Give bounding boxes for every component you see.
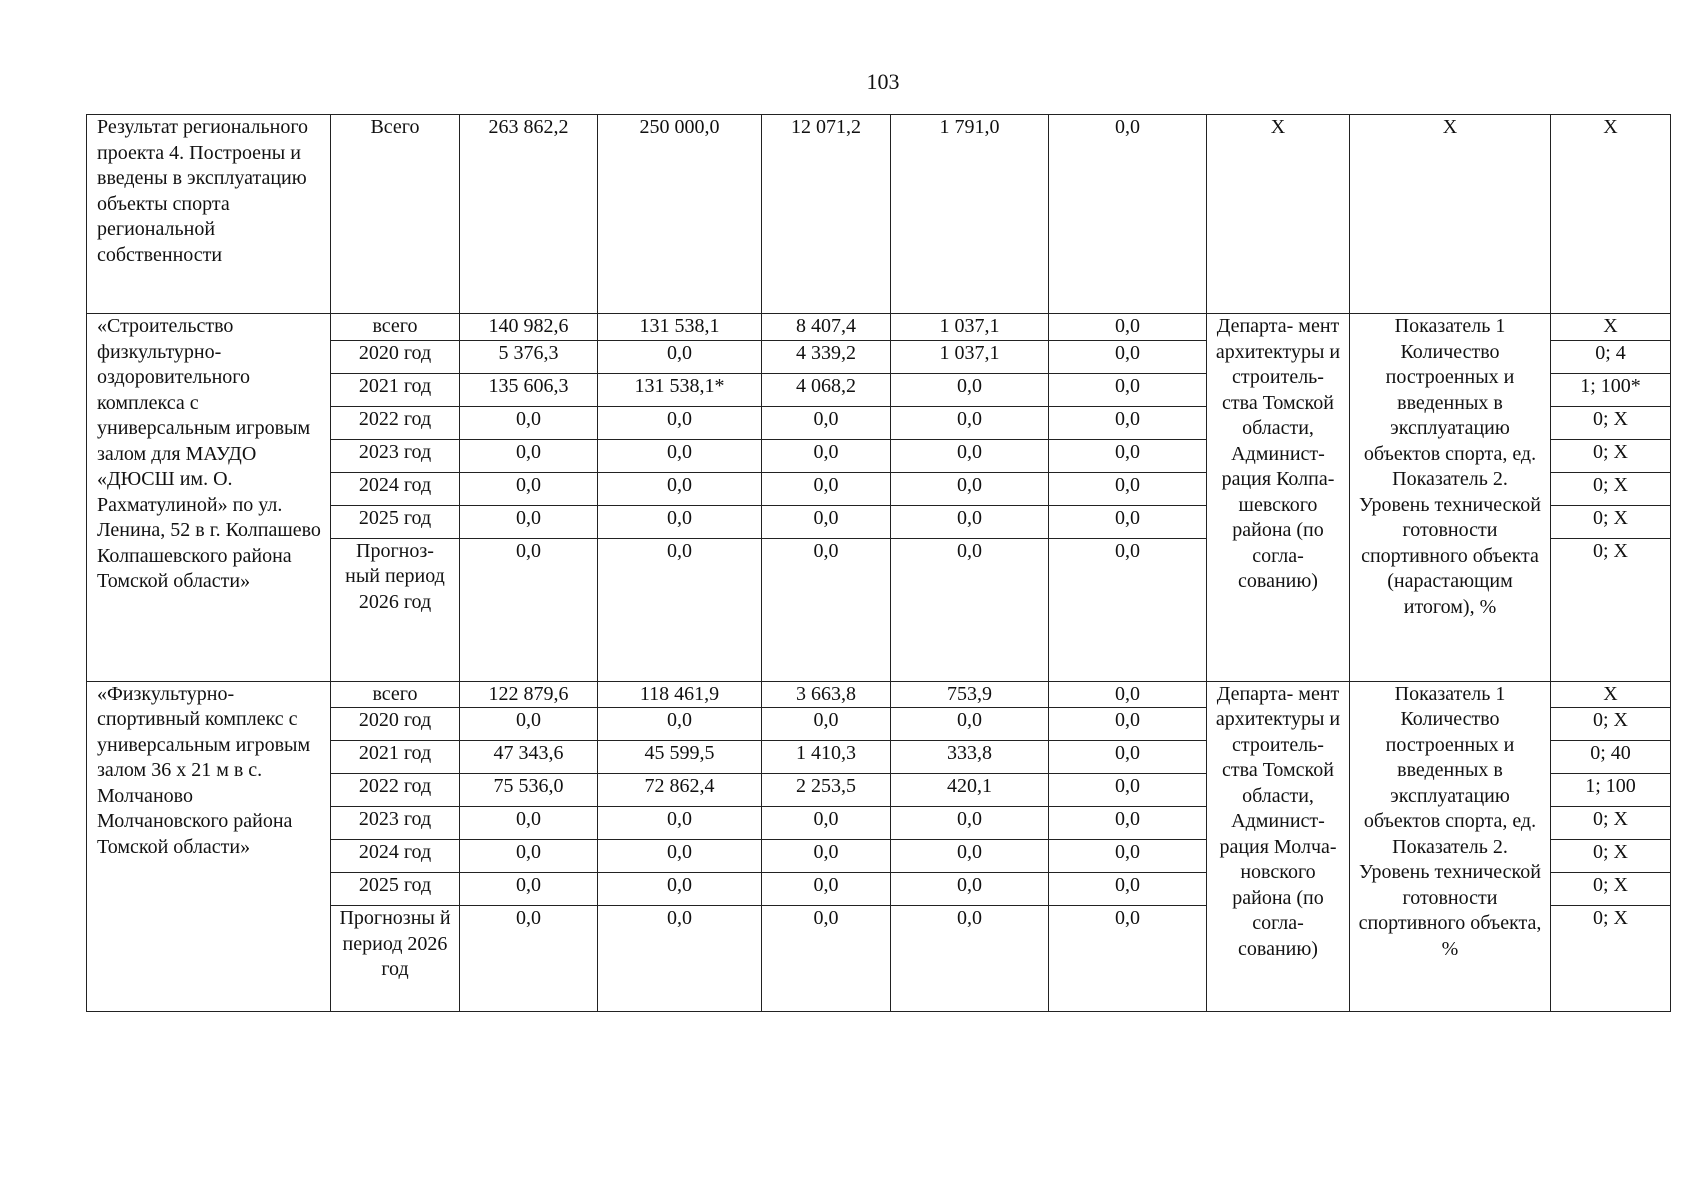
value-federal: 250 000,0 [598, 115, 762, 314]
value-extrabudgetary: 0,0 [1049, 505, 1207, 538]
value-extrabudgetary: 0,0 [1049, 115, 1207, 314]
period-cell: 2020 год [331, 708, 460, 741]
value-total: 0,0 [460, 906, 598, 1012]
executor-cell: X [1207, 115, 1350, 314]
value-regional: 1 410,3 [762, 741, 891, 774]
value-extrabudgetary: 0,0 [1049, 373, 1207, 406]
value-total: 0,0 [460, 439, 598, 472]
value-local: 0,0 [891, 708, 1049, 741]
value-regional: 0,0 [762, 873, 891, 906]
value-local: 0,0 [891, 906, 1049, 1012]
indicator-value-cell: X [1551, 681, 1671, 708]
value-federal: 0,0 [598, 439, 762, 472]
value-local: 0,0 [891, 538, 1049, 681]
value-local: 0,0 [891, 439, 1049, 472]
value-total: 75 536,0 [460, 774, 598, 807]
value-total: 5 376,3 [460, 340, 598, 373]
indicator-value-cell: X [1551, 115, 1671, 314]
value-local: 0,0 [891, 807, 1049, 840]
indicator-value-cell: 0; 4 [1551, 340, 1671, 373]
value-regional: 0,0 [762, 708, 891, 741]
period-cell: Прогноз- ный период 2026 год [331, 538, 460, 681]
period-cell: 2021 год [331, 741, 460, 774]
value-extrabudgetary: 0,0 [1049, 840, 1207, 873]
value-local: 753,9 [891, 681, 1049, 708]
value-federal: 0,0 [598, 538, 762, 681]
page-number: 103 [866, 69, 900, 94]
section-name: Результат регионального проекта 4. Построены и введены в эксплуатацию объекты спорта региональной собственности [87, 115, 331, 314]
indicator-value-cell: 1; 100 [1551, 774, 1671, 807]
value-regional: 0,0 [762, 439, 891, 472]
value-extrabudgetary: 0,0 [1049, 774, 1207, 807]
value-extrabudgetary: 0,0 [1049, 406, 1207, 439]
indicator-value-cell: X [1551, 314, 1671, 341]
value-federal: 0,0 [598, 906, 762, 1012]
value-extrabudgetary: 0,0 [1049, 340, 1207, 373]
value-total: 263 862,2 [460, 115, 598, 314]
value-local: 1 037,1 [891, 314, 1049, 341]
value-regional: 0,0 [762, 840, 891, 873]
value-local: 0,0 [891, 373, 1049, 406]
value-total: 0,0 [460, 873, 598, 906]
period-cell: 2024 год [331, 840, 460, 873]
executor-cell: Департа- мент архитектуры и строитель- ства Томской области, Админист- рация Колпа- шевского района (по согла- сованию) [1207, 314, 1350, 682]
value-regional: 2 253,5 [762, 774, 891, 807]
value-extrabudgetary: 0,0 [1049, 873, 1207, 906]
value-federal: 0,0 [598, 807, 762, 840]
value-local: 0,0 [891, 840, 1049, 873]
value-local: 0,0 [891, 873, 1049, 906]
value-extrabudgetary: 0,0 [1049, 472, 1207, 505]
value-total: 0,0 [460, 406, 598, 439]
value-local: 0,0 [891, 406, 1049, 439]
indicator-value-cell: 0; X [1551, 807, 1671, 840]
table-row [87, 314, 1671, 341]
value-total: 0,0 [460, 538, 598, 681]
period-cell: 2023 год [331, 439, 460, 472]
value-total: 122 879,6 [460, 681, 598, 708]
value-federal: 72 862,4 [598, 774, 762, 807]
value-federal: 0,0 [598, 406, 762, 439]
value-federal: 45 599,5 [598, 741, 762, 774]
value-extrabudgetary: 0,0 [1049, 906, 1207, 1012]
value-local: 0,0 [891, 505, 1049, 538]
value-extrabudgetary: 0,0 [1049, 314, 1207, 341]
indicator-value-cell: 0; X [1551, 505, 1671, 538]
indicator-cell: Показатель 1 Количество построенных и введенных в эксплуатацию объектов спорта, ед. Показатель 2. Уровень технической готовности спортивного объекта (нарастающим итогом), % [1350, 314, 1551, 682]
value-regional: 4 068,2 [762, 373, 891, 406]
period-cell: 2022 год [331, 774, 460, 807]
value-federal: 0,0 [598, 505, 762, 538]
value-federal: 131 538,1* [598, 373, 762, 406]
value-local: 1 037,1 [891, 340, 1049, 373]
value-extrabudgetary: 0,0 [1049, 807, 1207, 840]
indicator-value-cell: 0; X [1551, 439, 1671, 472]
value-regional: 0,0 [762, 472, 891, 505]
value-federal: 0,0 [598, 340, 762, 373]
indicator-value-cell: 0; 40 [1551, 741, 1671, 774]
indicator-value-cell: 0; X [1551, 472, 1671, 505]
value-regional: 0,0 [762, 906, 891, 1012]
executor-cell: Департа- мент архитектуры и строитель- ства Томской области, Админист- рация Молча- новского района (по согла- сованию) [1207, 681, 1350, 1012]
value-total: 47 343,6 [460, 741, 598, 774]
value-local: 1 791,0 [891, 115, 1049, 314]
indicator-value-cell: 0; X [1551, 406, 1671, 439]
indicator-value-cell: 0; X [1551, 873, 1671, 906]
value-federal: 0,0 [598, 472, 762, 505]
value-total: 140 982,6 [460, 314, 598, 341]
indicator-cell: Показатель 1 Количество построенных и введенных в эксплуатацию объектов спорта, ед. Показатель 2. Уровень технической готовности спортивного объекта, % [1350, 681, 1551, 1012]
indicator-cell: X [1350, 115, 1551, 314]
value-total: 0,0 [460, 505, 598, 538]
value-regional: 0,0 [762, 505, 891, 538]
period-cell: всего [331, 681, 460, 708]
value-local: 420,1 [891, 774, 1049, 807]
value-regional: 8 407,4 [762, 314, 891, 341]
value-federal: 0,0 [598, 873, 762, 906]
section-total-row [87, 115, 1671, 314]
value-federal: 118 461,9 [598, 681, 762, 708]
period-cell: 2020 год [331, 340, 460, 373]
period-cell: 2023 год [331, 807, 460, 840]
value-extrabudgetary: 0,0 [1049, 681, 1207, 708]
value-total: 0,0 [460, 840, 598, 873]
period-cell: Всего [331, 115, 460, 314]
value-federal: 0,0 [598, 708, 762, 741]
period-cell: 2024 год [331, 472, 460, 505]
indicator-value-cell: 0; X [1551, 840, 1671, 873]
period-cell: Прогнозны й период 2026 год [331, 906, 460, 1012]
period-cell: 2025 год [331, 873, 460, 906]
period-cell: 2025 год [331, 505, 460, 538]
budget-table [86, 114, 1671, 1012]
value-regional: 0,0 [762, 538, 891, 681]
period-cell: всего [331, 314, 460, 341]
value-extrabudgetary: 0,0 [1049, 439, 1207, 472]
value-extrabudgetary: 0,0 [1049, 741, 1207, 774]
value-total: 0,0 [460, 708, 598, 741]
value-local: 0,0 [891, 472, 1049, 505]
indicator-value-cell: 0; X [1551, 906, 1671, 1012]
project-name: «Физкультурно- спортивный комплекс с универсальным игровым залом 36 х 21 м в с. Молчаново Молчановского района Томской области» [87, 681, 331, 1012]
value-extrabudgetary: 0,0 [1049, 708, 1207, 741]
indicator-value-cell: 1; 100* [1551, 373, 1671, 406]
project-name: «Строительство физкультурно- оздоровительного комплекса с универсальным игровым залом для МАУДО «ДЮСШ им. О. Рахматулиной» по ул. Ленина, 52 в г. Колпашево Колпашевского района Томской области» [87, 314, 331, 682]
period-cell: 2021 год [331, 373, 460, 406]
value-total: 135 606,3 [460, 373, 598, 406]
period-cell: 2022 год [331, 406, 460, 439]
value-regional: 12 071,2 [762, 115, 891, 314]
value-regional: 3 663,8 [762, 681, 891, 708]
value-regional: 4 339,2 [762, 340, 891, 373]
table-row [87, 681, 1671, 708]
indicator-value-cell: 0; X [1551, 708, 1671, 741]
value-regional: 0,0 [762, 807, 891, 840]
value-federal: 131 538,1 [598, 314, 762, 341]
value-federal: 0,0 [598, 840, 762, 873]
value-total: 0,0 [460, 472, 598, 505]
value-local: 333,8 [891, 741, 1049, 774]
value-total: 0,0 [460, 807, 598, 840]
indicator-value-cell: 0; X [1551, 538, 1671, 681]
value-regional: 0,0 [762, 406, 891, 439]
value-extrabudgetary: 0,0 [1049, 538, 1207, 681]
